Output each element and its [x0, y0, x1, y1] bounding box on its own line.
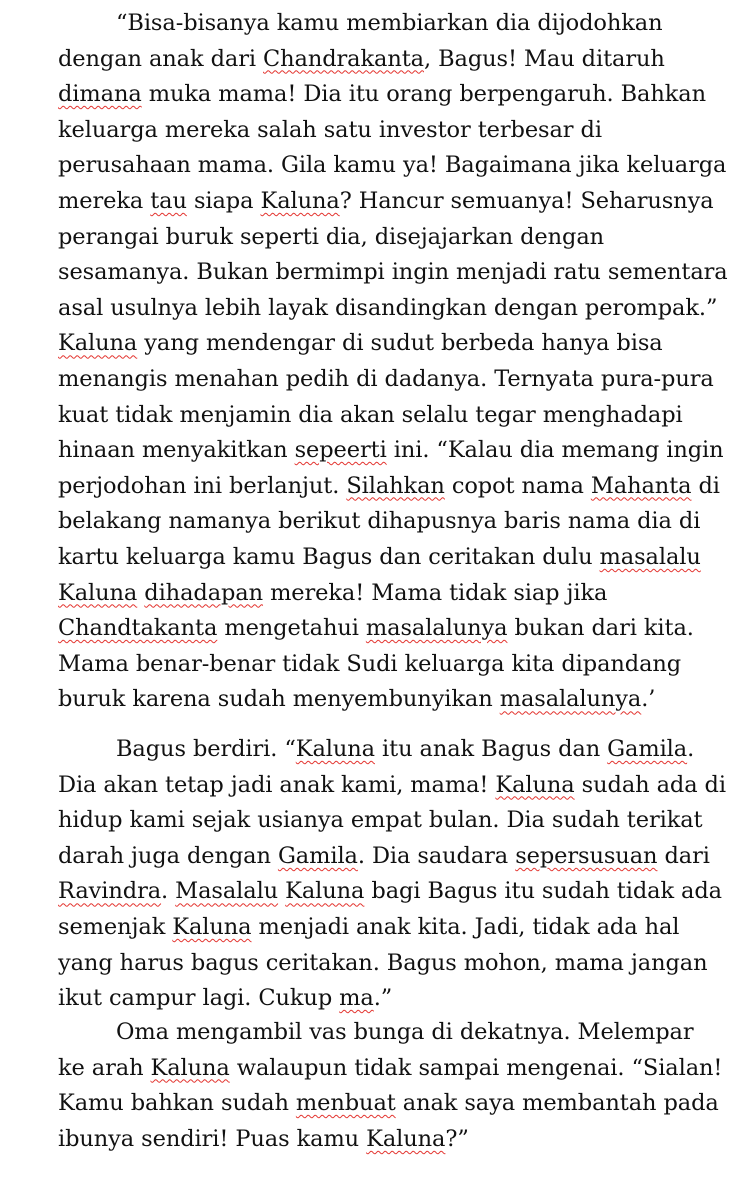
paragraph-1 [58, 6, 748, 718]
text-segment: , Bagus! Mau ditaruh [423, 45, 665, 72]
text-segment: ikut campur lagi. Cukup [58, 985, 340, 1012]
text-segment: darah juga dengan [58, 842, 278, 869]
text-line [58, 910, 748, 946]
text-segment: muka mama! Dia itu orang berpengaruh. Bahkan [141, 81, 706, 108]
text-segment: perjodohan ini berlanjut. [58, 472, 347, 499]
text-line [58, 77, 748, 113]
spellcheck-flagged-word: menbuat [295, 1090, 396, 1117]
text-segment: mengetahui [217, 615, 366, 642]
text-segment: ini. “Kalau dia memang ingin [386, 437, 724, 464]
text-segment: sesamanya. Bukan bermimpi ingin menjadi ratu sementara [58, 259, 728, 286]
text-segment: ibunya sendiri! Puas kamu [58, 1125, 367, 1152]
text-segment: . Dia saudara [357, 842, 516, 869]
text-segment: mereka! Mama tidak siap jika [263, 579, 608, 606]
text-line [58, 611, 748, 647]
text-segment: bukan dari kita. [507, 615, 694, 642]
spellcheck-flagged-word: Masalalu [175, 878, 279, 905]
spellcheck-flagged-word: Chandtakanta [58, 615, 218, 642]
text-segment: . [687, 736, 695, 762]
text-line [58, 433, 748, 469]
text-line [58, 469, 748, 505]
text-segment: Bagus berdiri. “ [116, 736, 296, 762]
spellcheck-flagged-word: masalalu [599, 543, 701, 570]
spellcheck-flagged-word: dihadapan [144, 579, 264, 606]
spellcheck-flagged-word: Kaluna [58, 330, 138, 357]
spellcheck-flagged-word: masalalunya [499, 686, 642, 713]
spellcheck-flagged-word: sepeerti [294, 437, 387, 464]
spellcheck-flagged-word: ma [339, 985, 374, 1012]
text-segment: bagi Bagus itu sudah tidak ada [364, 878, 722, 905]
text-segment: hidup kami sejak usianya empat bulan. Dia sudah terikat [58, 807, 703, 834]
paragraph-3 [58, 1015, 748, 1157]
text-segment: hinaan menyakitkan [58, 437, 295, 464]
text-line [58, 255, 748, 291]
text-segment: menangis menahan pedih di dadanya. Ternyata pura-pura [58, 365, 714, 392]
text-segment: yang harus bagus ceritakan. Bagus mohon, mama jangan [58, 949, 708, 976]
spellcheck-flagged-word: Kaluna [366, 1125, 446, 1152]
text-line [58, 874, 748, 910]
text-segment: walaupun tidak sampai mengenai. “Sialan! [229, 1054, 723, 1081]
text-line [58, 1051, 748, 1087]
text-line [58, 220, 748, 256]
spellcheck-flagged-word: Silahkan [346, 472, 445, 499]
text-line [58, 113, 748, 149]
paragraph-2 [58, 732, 748, 1017]
text-segment: itu anak Bagus dan [375, 736, 608, 762]
text-segment: dari [657, 842, 710, 869]
text-segment: “Bisa-bisanya kamu membiarkan dia dijodohkan [116, 10, 663, 36]
text-segment: Dia akan tetap jadi anak kami, mama! [58, 771, 496, 798]
text-line [58, 184, 748, 220]
spellcheck-flagged-word: Kaluna [495, 771, 575, 798]
spellcheck-flagged-word: tau [150, 187, 187, 214]
text-segment: Mama benar-benar tidak Sudi keluarga kita dipandang [58, 650, 682, 677]
text-line [58, 540, 748, 576]
text-segment: perangai buruk seperti dia, disejajarkan dengan [58, 223, 605, 250]
text-segment: perusahaan mama. Gila kamu ya! Bagaimana jika keluarga [58, 152, 727, 179]
text-line [58, 42, 748, 78]
spellcheck-flagged-word: sepersusuan [515, 842, 658, 869]
text-line [58, 398, 748, 434]
text-segment: .’ [641, 686, 656, 713]
spellcheck-flagged-word: masalalunya [365, 615, 508, 642]
text-segment: mereka [58, 187, 151, 214]
text-line [58, 732, 748, 768]
text-segment: ? Hancur semuanya! Seharusnya [339, 187, 714, 214]
spellcheck-flagged-word: Ravindra [58, 878, 162, 905]
text-line [58, 803, 748, 839]
text-line [58, 1122, 748, 1158]
text-line [58, 682, 748, 718]
spellcheck-flagged-word: Kaluna [58, 579, 138, 606]
text-segment: Oma mengambil vas bunga di dekatnya. Melempar [116, 1019, 694, 1045]
text-segment: di [691, 472, 720, 499]
text-segment: .” [373, 985, 393, 1012]
text-line [58, 504, 748, 540]
text-segment: belakang namanya berikut dihapusnya baris nama dia di [58, 508, 701, 535]
spellcheck-flagged-word: dimana [58, 81, 142, 108]
text-line [58, 981, 748, 1017]
text-segment: keluarga mereka salah satu investor terbesar di [58, 116, 602, 143]
spellcheck-flagged-word: Kaluna [295, 736, 375, 762]
text-segment: semenjak [58, 913, 173, 940]
text-line [58, 291, 748, 327]
text-segment: anak saya membantah pada [395, 1090, 719, 1117]
text-segment: copot nama [444, 472, 591, 499]
text-line [58, 6, 748, 42]
text-line [58, 768, 748, 804]
spellcheck-flagged-word: Kaluna [285, 878, 365, 905]
text-segment: menjadi anak kita. Jadi, tidak ada hal [251, 913, 680, 940]
spellcheck-flagged-word: Kaluna [172, 913, 252, 940]
text-segment: ke arah [58, 1054, 151, 1081]
text-line [58, 647, 748, 683]
text-line [58, 839, 748, 875]
text-segment: sudah ada di [574, 771, 726, 798]
spellcheck-flagged-word: Kaluna [260, 187, 340, 214]
spellcheck-flagged-word: Gamila [607, 736, 688, 762]
text-segment: ?” [445, 1125, 469, 1152]
text-segment: . [161, 878, 176, 905]
text-line [58, 326, 748, 362]
text-segment: buruk karena sudah menyembunyikan [58, 686, 500, 713]
text-segment: dengan anak dari [58, 45, 263, 72]
text-segment: kartu keluarga kamu Bagus dan ceritakan dulu [58, 543, 600, 570]
text-segment: kuat tidak menjamin dia akan selalu tegar menghadapi [58, 401, 683, 428]
text-segment: Kamu bahkan sudah [58, 1090, 296, 1117]
text-line [58, 1086, 748, 1122]
text-line [58, 1015, 748, 1051]
text-segment: yang mendengar di sudut berbeda hanya bisa [137, 330, 663, 357]
text-segment: siapa [186, 187, 261, 214]
text-line [58, 148, 748, 184]
spellcheck-flagged-word: Chandrakanta [263, 45, 424, 72]
text-line [58, 362, 748, 398]
text-segment: asal usulnya lebih layak disandingkan dengan perompak.” [58, 294, 718, 321]
spellcheck-flagged-word: Gamila [277, 842, 358, 869]
text-line [58, 946, 748, 982]
spellcheck-flagged-word: Kaluna [150, 1054, 230, 1081]
text-line [58, 576, 748, 612]
spellcheck-flagged-word: Mahanta [590, 472, 692, 499]
